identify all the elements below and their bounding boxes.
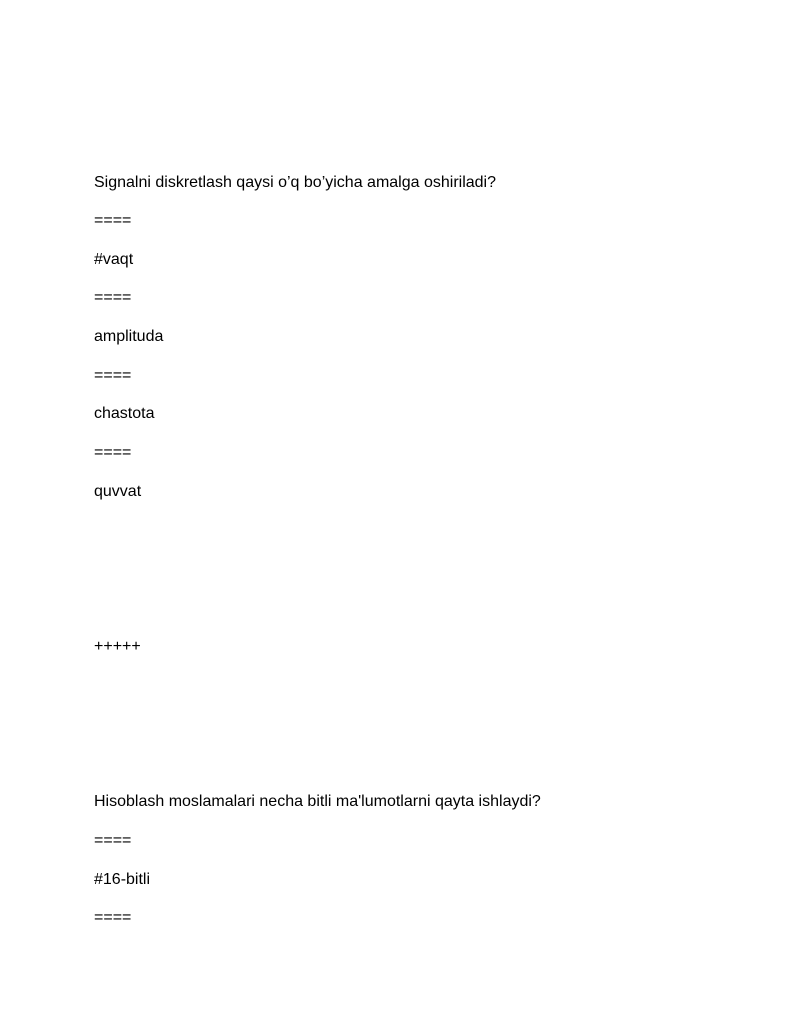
separator: ==== [94, 212, 132, 229]
separator: ==== [94, 289, 132, 306]
separator: ==== [94, 909, 132, 926]
separator: ==== [94, 367, 132, 384]
answer-option: quvvat [94, 483, 142, 500]
answer-option: amplituda [94, 328, 164, 345]
answer-option-correct: #16-bitli [94, 871, 151, 888]
answer-option: chastota [94, 405, 155, 422]
question-2-text: Hisoblash moslamalari necha bitli ma'lumotlarni qayta ishlaydi? [94, 793, 541, 810]
question-divider: +++++ [94, 638, 141, 655]
separator: ==== [94, 832, 132, 849]
separator: ==== [94, 444, 132, 461]
answer-option-correct: #vaqt [94, 251, 134, 268]
question-1-text: Signalni diskretlash qaysi o’q bo’yicha amalga oshiriladi? [94, 174, 496, 191]
